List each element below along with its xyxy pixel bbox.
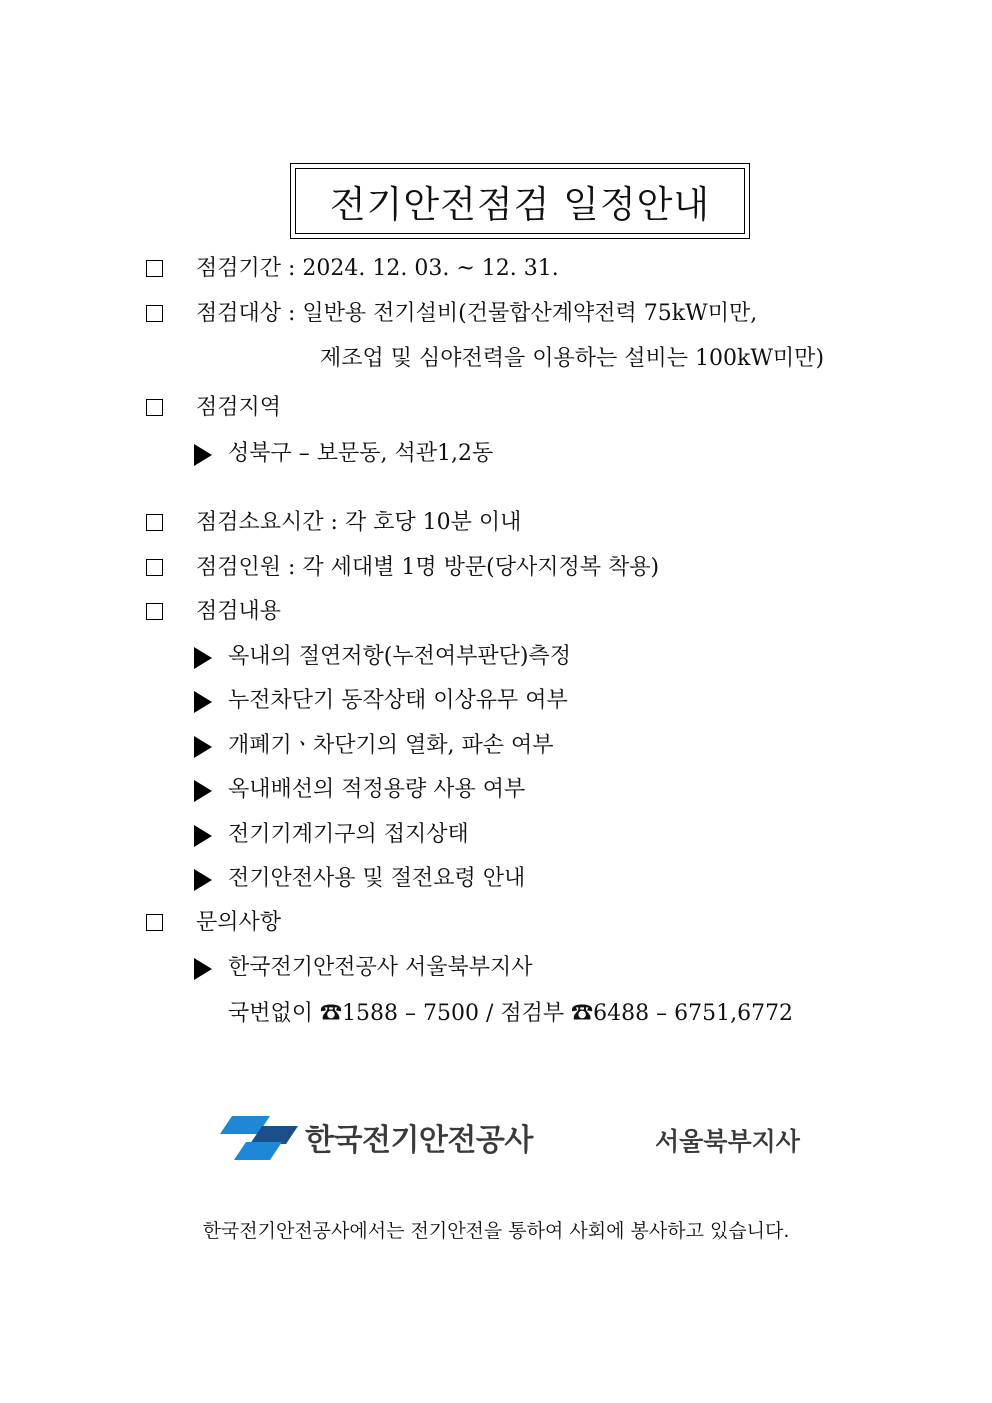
triangle-bullet-icon [194,825,212,847]
checkbox-icon [146,514,163,531]
slogan: 한국전기안전공사에서는 전기안전을 통하여 사회에 봉사하고 있습니다. [202,1220,790,1242]
target-row [146,299,757,329]
target-text-line1: 점검대상 : 일반용 전기설비(건물합산계약전력 75kW미만, [196,301,758,326]
triangle-bullet-icon [194,869,212,891]
triangle-bullet-icon [194,444,212,466]
triangle-bullet-icon [194,780,212,802]
inquiry-heading: 문의사항 [196,910,282,935]
triangle-bullet-icon [194,958,212,980]
content-heading: 점검내용 [196,599,282,624]
triangle-bullet-icon [194,647,212,669]
inquiry-phone: 국번없이 ☎1588 – 7500 / 점검부 ☎6488 – 6751,6772 [228,1001,794,1026]
period-row [146,254,559,284]
period-text: 점검기간 : 2024. 12. 03. ~ 12. 31. [196,256,559,281]
checkbox-icon [146,305,163,322]
kesco-logo-icon [218,1112,300,1166]
area-heading: 점검지역 [196,395,282,420]
target-text-line2: 제조업 및 심야전력을 이용하는 설비는 100kW미만) [320,346,825,371]
checkbox-icon [146,603,163,620]
content-item: 전기기계기구의 접지상태 [228,822,469,847]
content-item: 누전차단기 동작상태 이상유무 여부 [228,688,568,713]
checkbox-icon [146,559,163,576]
checkbox-icon [146,399,163,416]
staff-row [146,553,659,583]
content-item: 전기안전사용 및 절전요령 안내 [228,866,526,891]
area-item: 성북구 – 보문동, 석관1,2동 [228,441,494,466]
content-heading-row [146,597,281,627]
branch-name: 서울북부지사 [655,1127,800,1156]
inquiry-org: 한국전기안전공사 서울북부지사 [228,955,533,980]
title-box [290,163,750,239]
area-heading-row [146,393,281,423]
content-item: 개폐기ㆍ차단기의 열화, 파손 여부 [228,733,554,758]
checkbox-icon [146,914,163,931]
brand-name: 한국전기안전공사 [305,1123,533,1158]
triangle-bullet-icon [194,736,212,758]
checkbox-icon [146,260,163,277]
content-item: 옥내배선의 적정용량 사용 여부 [228,777,526,802]
content-item: 옥내의 절연저항(누전여부판단)측정 [228,644,571,669]
duration-text: 점검소요시간 : 각 호당 10분 이내 [196,510,522,535]
staff-text: 점검인원 : 각 세대별 1명 방문(당사지정복 착용) [196,555,660,580]
page-title: 전기안전점검 일정안내 [295,168,745,234]
triangle-bullet-icon [194,691,212,713]
inquiry-heading-row [146,908,281,938]
duration-row [146,508,521,538]
